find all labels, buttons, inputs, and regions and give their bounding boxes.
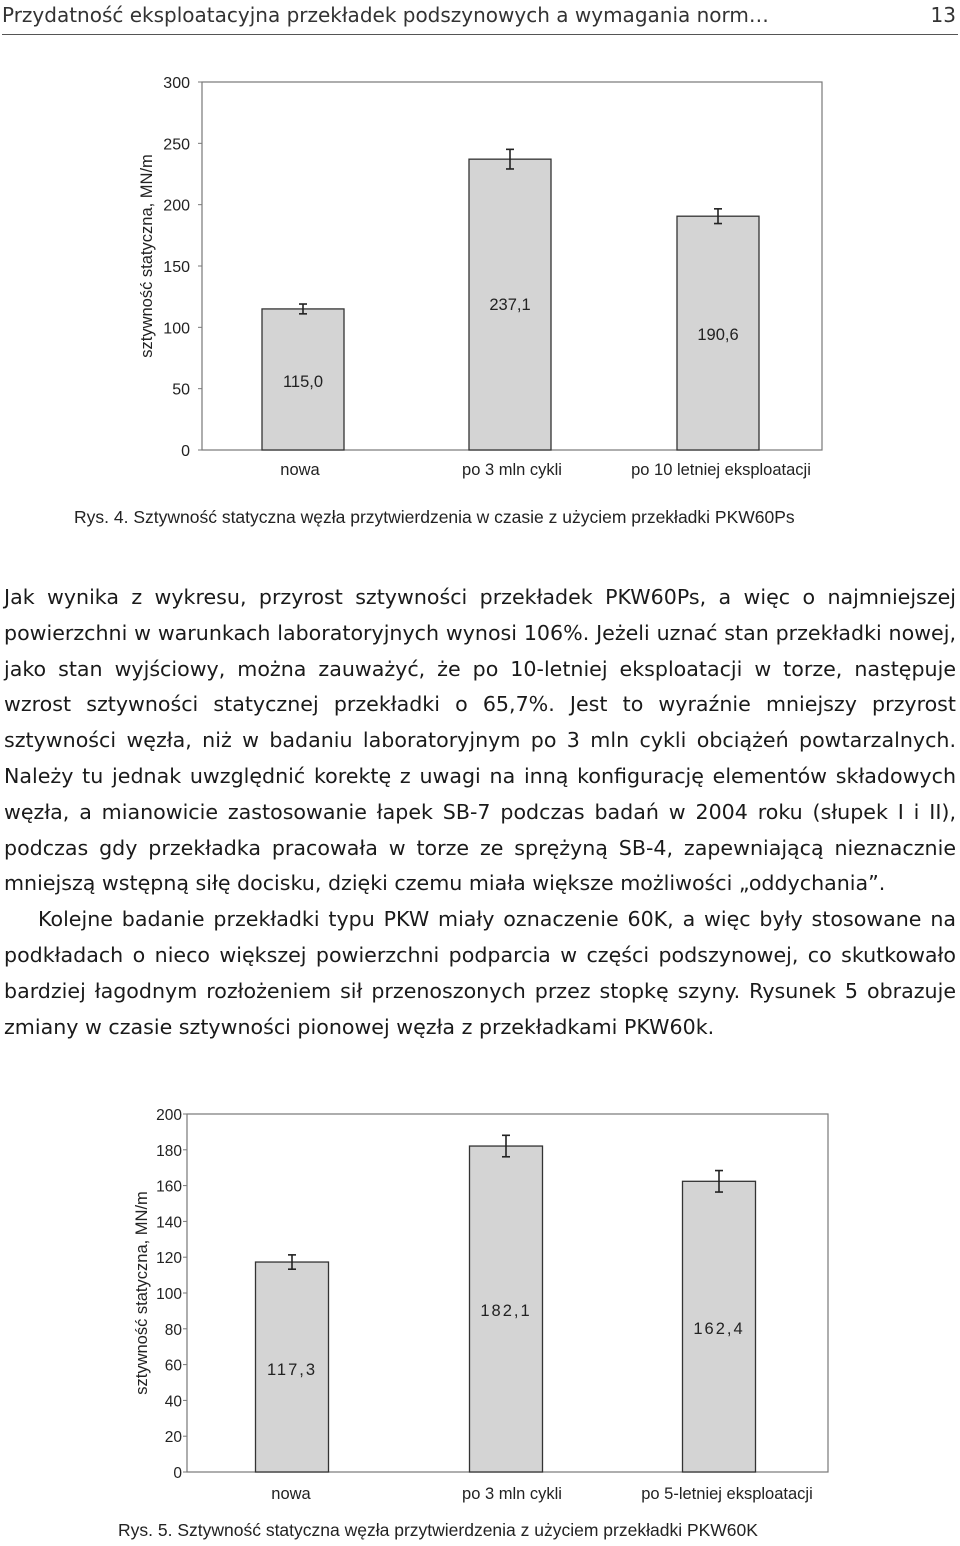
body-paragraph: Kolejne badanie przekładki typu PKW miały oznaczenie 60K, a więc były stosowane na podkładach o nieco większej powierzchni podparcia w części podszynowej, co skutkowało bardziej łagodnym rozłożeniem sił przenoszonych przez stopkę szyny. Rysunek 5 obrazuje zmiany w czasie sztywności pionowej węzła z przekładkami PKW60k. <box>4 907 956 1039</box>
x-tick-label: po 5-letniej eksploatacji <box>641 1485 813 1503</box>
y-tick-label: 0 <box>173 1465 182 1482</box>
y-tick-label: 40 <box>164 1393 182 1411</box>
data-label: 190,6 <box>697 326 739 344</box>
data-label: 162,4 <box>693 1320 745 1338</box>
figure-4-chart <box>0 60 960 490</box>
x-tick-label: po 10 letniej eksploatacji <box>631 461 811 479</box>
x-tick-label: nowa <box>280 461 320 479</box>
running-header <box>2 0 958 35</box>
body-paragraph: Jak wynika z wykresu, przyrost sztywności przekładek PKW60Ps, a więc o najmniejszej powierzchni w warunkach laboratoryjnych wynosi 106%. Jeżeli uznać stan przekładki nowej, jako stan wyjściowy, można zauważyć, że po 10-letniej eksploatacji w torze, następuje wzrost sztywności statycznej przekładki o 65,7%. Jest to wyraźnie mniejszy przyrost sztywności węzła, niż w badaniu laboratoryjnym po 3 mln cykli obciążeń powtarzalnych. Należy tu jednak uwzględnić korektę z uwagi na inną konfigurację elementów składowych węzła, a mianowicie zastosowanie łapek SB-7 podczas badań w 2004 roku (słupek I i II), podczas gdy przekładka pracowała w torze ze sprężyną SB-4, zapewniającą nieznacznie mniejszą wstępną siłę docisku, dzięki czemu miała większe możliwości „oddychania”. <box>4 585 956 896</box>
y-tick-label: 200 <box>156 1107 182 1124</box>
body-text <box>4 580 956 1045</box>
x-tick-label: nowa <box>271 1485 311 1503</box>
y-tick-label: 0 <box>181 443 190 460</box>
y-tick-label: 250 <box>163 136 190 154</box>
x-tick-label: po 3 mln cykli <box>462 1485 562 1503</box>
data-label: 237,1 <box>489 296 531 314</box>
y-tick-label: 20 <box>164 1429 182 1447</box>
y-axis-title: sztywność statyczna, MN/m <box>133 1191 151 1395</box>
y-tick-label: 150 <box>163 259 190 276</box>
figure-5-chart <box>0 1100 960 1510</box>
data-label: 115,0 <box>282 373 324 391</box>
y-tick-label: 180 <box>156 1142 182 1160</box>
figure-4-caption: Rys. 4. Sztywność statyczna węzła przytwierdzenia w czasie z użyciem przekładki PKW60Ps <box>74 507 795 527</box>
y-tick-label: 200 <box>163 197 190 215</box>
y-tick-label: 160 <box>156 1178 182 1196</box>
y-tick-label: 60 <box>164 1357 182 1375</box>
figure-5-caption: Rys. 5. Sztywność statyczna węzła przytwierdzenia z użyciem przekładki PKW60K <box>118 1520 758 1540</box>
y-tick-label: 100 <box>156 1286 182 1303</box>
y-tick-label: 100 <box>163 320 190 338</box>
data-label: 182,1 <box>480 1302 532 1320</box>
running-header-title: Przydatność eksploatacyjna przekładek podszynowych a wymagania norm… <box>2 3 769 27</box>
y-tick-label: 120 <box>156 1250 182 1268</box>
y-tick-label: 140 <box>156 1214 182 1232</box>
y-tick-label: 80 <box>164 1321 182 1339</box>
y-tick-label: 300 <box>163 75 190 92</box>
data-label: 117,3 <box>266 1361 318 1379</box>
page-number: 13 <box>930 3 956 27</box>
y-axis-title: sztywność statyczna, MN/m <box>138 154 156 358</box>
x-tick-label: po 3 mln cykli <box>462 461 562 479</box>
y-tick-label: 50 <box>172 381 190 399</box>
